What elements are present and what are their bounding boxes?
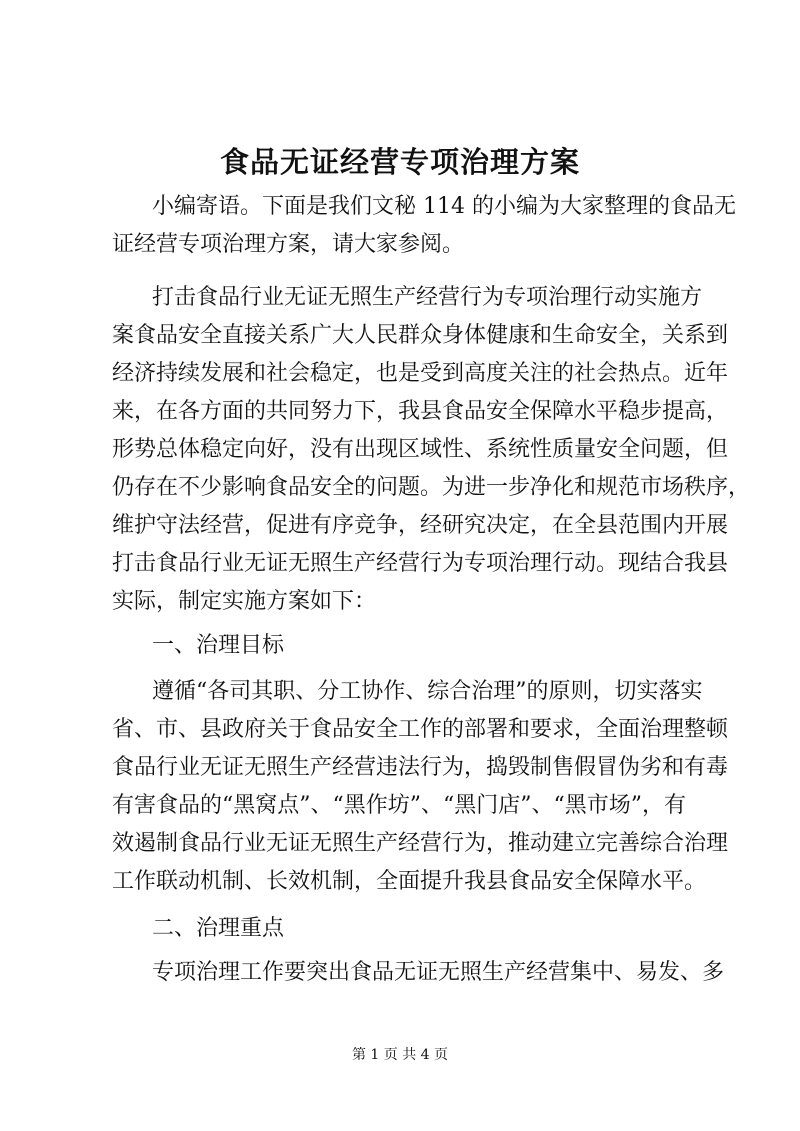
page-footer: 第 1 页 共 4 页 bbox=[351, 1047, 449, 1063]
paragraph-line: 维护守法经营，促进有序竞争，经研究决定，在全县范围内开展 bbox=[112, 513, 729, 538]
paragraph-line: 打击食品行业无证无照生产经营行为专项治理行动。现结合我县 bbox=[112, 551, 729, 576]
paragraph-line: 食品行业无证无照生产经营违法行为，捣毁制售假冒伪劣和有毒 bbox=[112, 755, 729, 780]
paragraph-line: 遵循“各司其职、分工协作、综合治理”的原则，切实落实 bbox=[152, 679, 703, 704]
paragraph-line: 有害食品的“黑窝点”、“黑作坊”、“黑门店”、“黑市场”，有 bbox=[112, 793, 686, 818]
paragraph-line: 专项治理工作要突出食品无证无照生产经营集中、易发、多 bbox=[152, 960, 725, 985]
section-heading: 一、治理目标 bbox=[152, 633, 285, 658]
paragraph-line: 实际，制定实施方案如下： bbox=[112, 589, 377, 614]
paragraph-line: 省、市、县政府关于食品安全工作的部署和要求，全面治理整顿 bbox=[112, 717, 729, 742]
paragraph-line: 形势总体稳定向好，没有出现区域性、系统性质量安全问题，但 bbox=[112, 437, 729, 462]
paragraph-line: 证经营专项治理方案，请大家参阅。 bbox=[112, 232, 465, 257]
section-heading: 二、治理重点 bbox=[152, 916, 285, 941]
paragraph-line: 效遏制食品行业无证无照生产经营行为，推动建立完善综合治理 bbox=[112, 831, 729, 856]
paragraph-line: 小编寄语。下面是我们文秘 114 的小编为大家整理的食品无 bbox=[152, 194, 736, 219]
paragraph-line: 打击食品行业无证无照生产经营行为专项治理行动实施方 bbox=[152, 285, 703, 310]
paragraph-line: 案食品安全直接关系广大人民群众身体健康和生命安全，关系到 bbox=[112, 323, 729, 348]
paragraph-line: 仍存在不少影响食品安全的问题。为进一步净化和规范市场秩序， bbox=[112, 475, 751, 500]
paragraph-line: 经济持续发展和社会稳定，也是受到高度关注的社会热点。近年 bbox=[112, 361, 729, 386]
paragraph-line: 来，在各方面的共同努力下，我县食品安全保障水平稳步提高， bbox=[112, 399, 729, 424]
page-title: 食品无证经营专项治理方案 bbox=[219, 145, 580, 179]
paragraph-line: 工作联动机制、长效机制，全面提升我县食品安全保障水平。 bbox=[112, 869, 707, 894]
